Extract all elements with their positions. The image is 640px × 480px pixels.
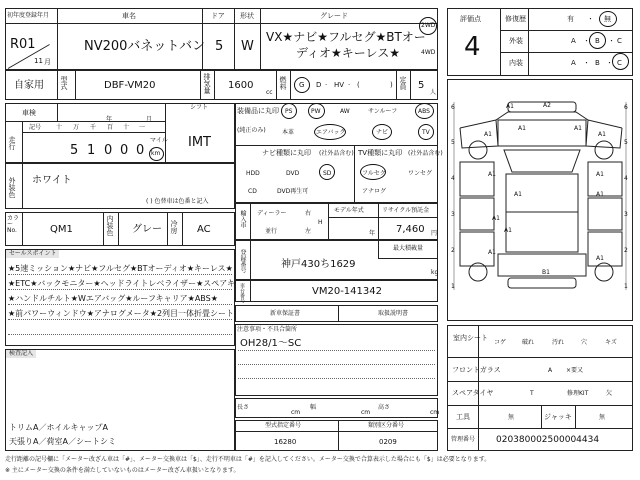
recycle-label: リサイクル預託金 [382, 207, 430, 214]
sales-line: ★ETC★バックモニター★ヘッドライトレベライザー★スペアキ [8, 279, 235, 288]
damage-mark: B1 [542, 269, 550, 276]
capacity-label: 定員 [399, 76, 407, 90]
glass-label: フロントガラス [452, 366, 501, 374]
first-reg-era: R01 [10, 37, 36, 52]
grade-label: グレード [320, 12, 348, 20]
mileage-digit: 1 [87, 143, 96, 158]
damage-mark: A2 [543, 102, 551, 109]
notice-label: 注意事項・不具合箇所 [237, 326, 298, 333]
inspector-box [5, 349, 235, 451]
damage-mark: A1 [518, 125, 526, 132]
shift-value: IMT [188, 135, 211, 150]
type-num-label: 型式指定番号 [265, 422, 302, 429]
displacement-unit: cc [266, 89, 273, 96]
jack-label: ジャッキ [544, 413, 572, 421]
damage-mark: A1 [492, 215, 500, 222]
first-reg-month-unit: 月 [44, 58, 51, 66]
reg-number-value: 神戸430ち1629 [281, 259, 356, 270]
fuel-label: 燃料 [279, 76, 287, 90]
sales-points-label: セールスポイント [6, 250, 59, 258]
damage-mark: A1 [514, 191, 522, 198]
doors-label: ドア [211, 12, 225, 20]
capacity-unit: 人 [430, 89, 437, 96]
equip-abs: ABS [418, 108, 430, 115]
damage-mark: A1 [484, 131, 492, 138]
displacement-label: 排気量 [203, 73, 211, 94]
katashiki-label: 型式 [60, 76, 68, 90]
model-name: NV200バネットバン [84, 39, 206, 54]
shaken-label: 車検 [22, 109, 36, 117]
mileage-digit: 5 [70, 143, 79, 158]
mileage-digit: 0 [104, 143, 113, 158]
inspector-label: 検査記入 [6, 350, 36, 358]
damage-mark: A1 [596, 191, 604, 198]
category-label: 類別区分番号 [368, 422, 405, 429]
chassis-label: 車台番号 [239, 283, 245, 303]
repair-label: 修復歴 [505, 15, 526, 23]
manual-label: 取扱説明書 [378, 310, 409, 317]
sales-line: ★ハンドルチルト★Wエアバッグ★ルーフキャリア★ABS★ [8, 294, 218, 303]
equip-navi: ナビ [376, 129, 389, 136]
damage-mark: A1 [574, 125, 582, 132]
mileage-digit: 0 [120, 143, 129, 158]
damage-mark: A1 [488, 171, 496, 178]
fuel-hv: HV [334, 81, 345, 89]
footer-line2: ※ 主にメーター交換の条件を満たしていないものはメーター改ざん車扱いとなります。 [5, 467, 240, 474]
displacement: 1600 [228, 80, 254, 91]
exterior-color-note: ( ) 色替車は色番と記入 [146, 198, 209, 205]
ac-value: AC [197, 224, 211, 235]
equip-aw: AW [340, 108, 350, 115]
fuel-g: G [299, 81, 305, 89]
body-value: W [241, 39, 254, 54]
exterior-color-value: ホワイト [32, 175, 72, 186]
drive-2wd: 2WD [421, 22, 436, 29]
damage-mark: A1 [596, 255, 604, 262]
inspector-line: 天張りA／荷室A／シートシミ [9, 437, 116, 446]
mgmt-label: 管理番号 [451, 436, 476, 443]
mileage-digit: 0 [136, 143, 145, 158]
capacity: 5 [418, 80, 425, 91]
score-label: 評価点 [460, 15, 481, 23]
shift-label: シフト [190, 104, 209, 111]
inspection-sheet: 初年度登録年月 R01 11 月 車名 NV200バネットバン ドア 5 形状 W グレード VX★ナビ★フルセグ★BTオー ディオ★キーレス★ 2WD 4WD 自家用 型式 DBF-VM20 排気量 1600 cc 燃料 G D · HV · ( ) 定員 5 人 評価点 4 修復歴 有 ・ 無 外装 A ・ B ・ C 内装 A ・ B ・ C 車検 年 月 シフト IMT 走行 記号 十 万 千 百 十 一 5 1 0 0 0 マイル km 外装色 ホワイト ( ) 色替車は色番と記入 カラー No. QM1 内装色 グレー 冷房 AC セールスポイント ★5速ミッション★ナビ★フルセグ★BTオーディオ★キーレス★ ★ETC★バックモニター★ヘッドライトレベライザー★スペアキ ★ハンドルチルト★Wエアバッグ★ルーフキャリア★ABS★ ★前パワーウィンドウ★アナログメータ★2列目一体折畳シート 検査記入 トリムA／ホイルキャップA 天張りA／荷室A／シートシミ 装備品に丸印 (純正のみ) PS PW AW サンルーフ ABS 本革 エアバック ナビ TV ナビ種類に丸印 (社外品含む) HDD DVD SD CD DVD再生可 TV種類に丸印 (社外品含む) フルセグ ワンセグ アナログ 輸入車 ディーラー 並行 右 左 H モデル年式 年 リサイクル預託金 7,460 円 登録番号 神戸430ち1629 最大積載量 kg 車台番号 VM20-141342 新車保証書 取扱説明書 注意事項・不具合箇所 OH28/1～SC 長さ cm 幅 cm 高さ cm 型式指定番号 16280 類別区分番号 0209 6 6 5 5 4 4 3 3 2 2 1 1 A2 A1 A1 A1 A1 A1 A1 A1 A1 A1 A1 A1 A1 A1 B1 室内シート コゲ 破れ 汚れ 穴 キズ フロントガラス A ×要又 スペアタイヤ T 修理KIT 欠 工具 無 ジャッキ 無 管理番号 020380002500004434 走行距離の記号欄に「メーター改ざん車は「#」、メーター交換車は「$」、走行不明車は「#」を記入してください。メーター交換で合算表示した場合にも「$」は必要となります。 ※ 主にメーター交換の条件を満たしていないものはメーター改ざん車扱いとなります。 [0, 0, 640, 480]
category-value: 0209 [379, 438, 397, 446]
damage-mark: A1 [596, 171, 604, 178]
damage-mark: A1 [504, 227, 512, 234]
notice-box [235, 324, 438, 396]
seat-label: 室内シート [453, 334, 488, 342]
damage-diagram-box: 6 6 5 5 4 4 3 3 2 2 1 1 A2 A1 A1 A1 A1 A1 A1 A1 A1 A1 A1 A1 A1 A1 B1 [447, 79, 633, 321]
car-diagram [448, 80, 632, 320]
sales-line: ★前パワーウィンドウ★アナログメータ★2列目一体折畳シート [8, 309, 235, 318]
max-load-label: 最大積載量 [393, 245, 424, 252]
reg-number-label: 登録番号 [239, 249, 246, 273]
tv-type-label: TV種類に丸印 [358, 149, 403, 157]
import-label: 輸入車 [239, 210, 246, 228]
equipment-label: 装備品に丸印 [237, 107, 279, 115]
inspector-line: トリムA／ホイルキャップA [9, 423, 108, 432]
chassis-value: VM20-141342 [312, 286, 382, 297]
drive-4wd: 4WD [421, 49, 436, 56]
interior-color-value: グレー [132, 224, 162, 235]
grade-line2: ディオ★キーレス★ [296, 46, 400, 60]
tools-label: 工具 [456, 413, 470, 421]
row2-box [5, 70, 438, 100]
recycle-value: 7,460 [396, 224, 425, 235]
body-label: 形状 [240, 12, 254, 20]
warranty-label: 新車保証書 [270, 310, 301, 317]
model-year-label: モデル年式 [334, 207, 364, 214]
first-reg-label: 初年度登録年月 [7, 12, 50, 19]
fuel-d: D [316, 81, 322, 89]
katashiki: DBF-VM20 [104, 80, 156, 91]
damage-mark: A1 [598, 131, 606, 138]
color-code-value: QM1 [50, 224, 73, 235]
first-reg-month: 11 [34, 57, 43, 65]
footer-line1: 走行距離の記号欄に「メーター改ざん車は「#」、メーター交換車は「$」、走行不明車は「#」を記入してください。メーター交換で合算表示した場合にも「$」は必要となります。 [5, 456, 491, 463]
damage-mark: A1 [506, 103, 514, 110]
sales-line: ★5速ミッション★ナビ★フルセグ★BTオーディオ★キーレス★ [8, 264, 233, 273]
usage: 自家用 [14, 80, 44, 91]
damage-mark: A1 [488, 249, 496, 256]
grade-line1: VX★ナビ★フルセグ★BTオー [266, 30, 426, 44]
spare-label: スペアタイヤ [452, 389, 494, 397]
equip-leather: 本革 [282, 129, 295, 136]
color-code-label: カラー No. [7, 215, 20, 234]
interior-label: 内装 [509, 59, 523, 67]
mileage-label: 走行 [8, 136, 16, 150]
equip-airbag: エアバック [316, 129, 346, 136]
exterior-color-label: 外装色 [8, 177, 16, 198]
equip-pw: PW [311, 108, 321, 115]
equip-ps: PS [285, 108, 293, 115]
score-value: 4 [464, 32, 481, 62]
dimensions-box [235, 398, 438, 418]
exterior-label: 外装 [509, 37, 523, 45]
type-num-value: 16280 [274, 438, 297, 446]
navi-type-label: ナビ種類に丸印 [262, 149, 311, 157]
model-name-label: 車名 [122, 12, 136, 20]
doors-value: 5 [215, 39, 224, 54]
equip-sunroof: サンルーフ [368, 108, 398, 115]
notice-line: OH28/1～SC [240, 338, 302, 349]
equip-tv: TV [422, 129, 430, 136]
mgmt-value: 020380002500004434 [496, 435, 600, 445]
